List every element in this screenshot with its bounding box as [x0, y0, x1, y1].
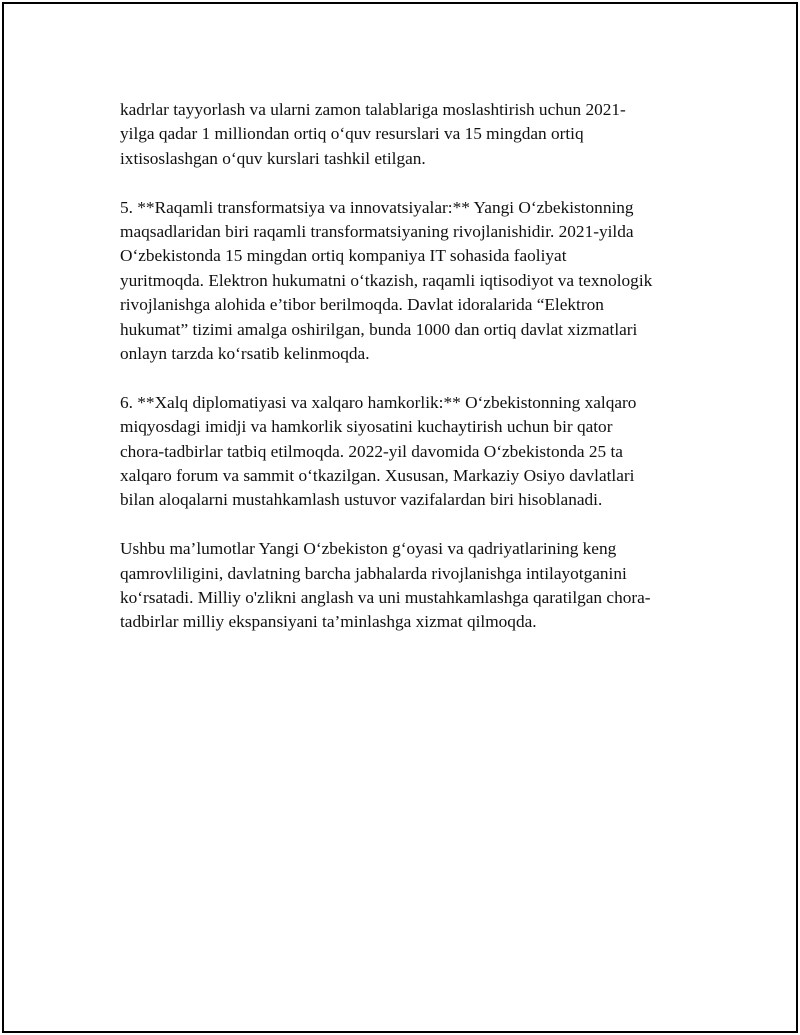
paragraph-digital-transformation: 5. **Raqamli transformatsiya va innovatsiyalar:** Yangi O‘zbekistonning maqsadlaridan biri raqamli transformatsiyaning rivojlanishidir. 2021-yilda O‘zbekistonda 15 mingdan ortiq kompaniya IT sohasida faoliyat yuritmoqda. Elektron hukumatni o‘tkazish, raqamli iqtisodiyot va texnologik rivojlanishga alohida e’tibor berilmoqda. Davlat idoralarida “Elektron hukumat” tizimi amalga oshirilgan, bunda 1000 dan ortiq davlat xizmatlari onlayn tarzda ko‘rsatib kelinmoqda.: [120, 197, 653, 364]
paragraph-continuation: kadrlar tayyorlash va ularni zamon talablariga moslashtirish uchun 2021- yilga qadar 1 milliondan ortiq o‘quv resurslari va 15 mingdan ortiq ixtisoslashgan o‘quv kurslari tashkil etilgan.: [120, 100, 626, 168]
document-page: [2, 2, 798, 1033]
document-body: [120, 98, 688, 659]
paragraph-diplomacy: 6. **Xalq diplomatiyasi va xalqaro hamkorlik:** O‘zbekistonning xalqaro miqyosdagi imidji va hamkorlik siyosatini kuchaytirish uchun bir qator chora-tadbirlar tatbiq etilmoqda. 2022-yil davomida O‘zbekistonda 25 ta xalqaro forum va sammit o‘tkazilgan. Xususan, Markaziy Osiyo davlatlari bilan aloqalarni mustahkamlash ustuvor vazifalardan biri hisoblanadi.: [120, 392, 637, 510]
paragraph-conclusion: Ushbu ma’lumotlar Yangi O‘zbekiston g‘oyasi va qadriyatlarining keng qamrovliligini, davlatning barcha jabhalarda rivojlanishga intilayotganini ko‘rsatadi. Milliy o'zlikni anglash va uni mustahkamlashga qaratilgan chora- tadbirlar milliy ekspansiyani ta’minlashga xizmat qilmoqda.: [120, 539, 651, 632]
